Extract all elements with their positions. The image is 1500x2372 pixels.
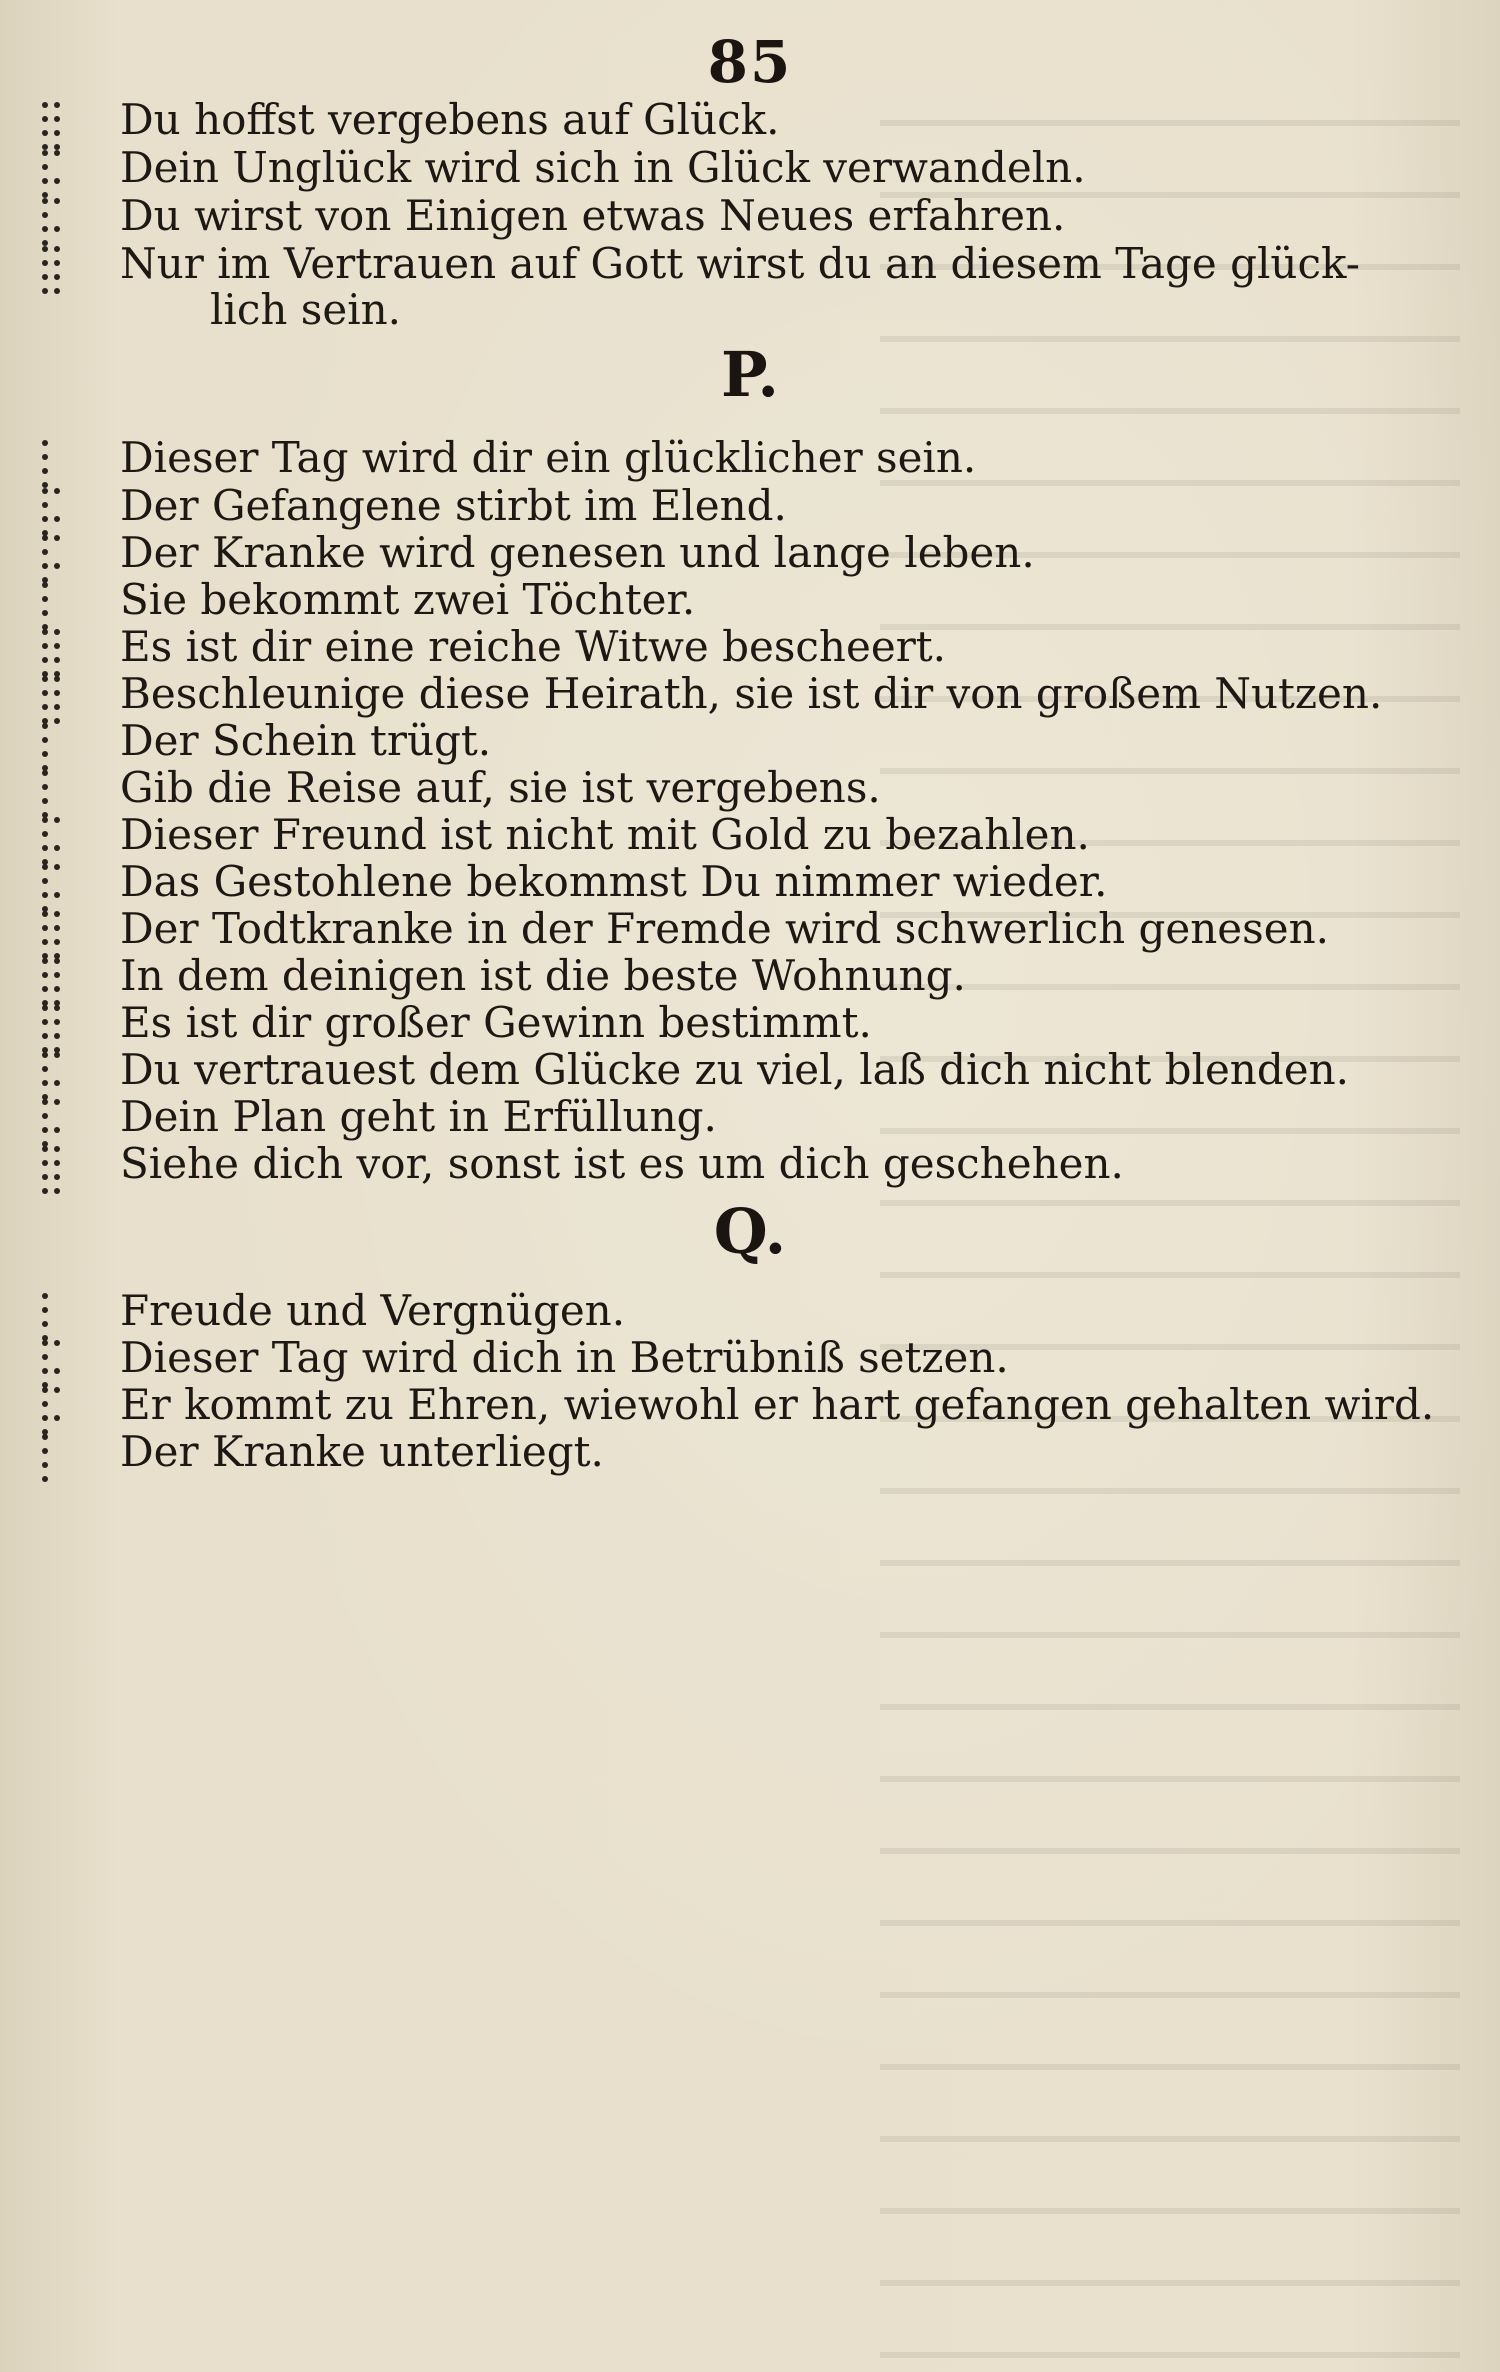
dot-mark: [54, 1052, 60, 1058]
dot-mark: [42, 516, 48, 522]
oracle-text: Beschleunige diese Heirath, sie ist dir von großem Nutzen.: [120, 669, 1383, 718]
dot-mark: [42, 1401, 48, 1407]
dot-mark: [54, 1174, 60, 1180]
oracle-text: Der Schein trügt.: [120, 716, 492, 765]
dot-mark: [42, 596, 48, 602]
dot-mark: [42, 1160, 48, 1166]
dot-mark: [42, 440, 48, 446]
dot-mark: [42, 1033, 48, 1039]
dot-mark: [42, 260, 48, 266]
dot-mark: [54, 116, 60, 122]
dot-mark: [54, 986, 60, 992]
dot-mark: [42, 1387, 48, 1393]
oracle-text: Dieser Freund ist nicht mit Gold zu bezahlen.: [120, 810, 1090, 859]
dot-mark: [42, 657, 48, 663]
dot-mark: [42, 164, 48, 170]
dot-mark: [54, 629, 60, 635]
dot-mark: [42, 454, 48, 460]
oracle-text: Freude und Vergnügen.: [120, 1286, 626, 1335]
dot-mark: [42, 274, 48, 280]
dot-mark: [54, 925, 60, 931]
dot-mark: [42, 704, 48, 710]
dot-mark: [42, 1307, 48, 1313]
dot-mark: [42, 1146, 48, 1152]
dot-mark: [42, 246, 48, 252]
oracle-text: Dieser Tag wird dir ein glücklicher sein.: [120, 433, 977, 482]
dot-mark: [42, 986, 48, 992]
dot-mark: [54, 150, 60, 156]
dot-mark: [54, 130, 60, 136]
dot-mark: [42, 911, 48, 917]
dot-mark: [42, 864, 48, 870]
dot-mark: [42, 1434, 48, 1440]
dot-mark: [42, 1005, 48, 1011]
dot-mark: [54, 288, 60, 294]
page-number: 85: [707, 28, 793, 96]
dot-mark: [54, 178, 60, 184]
dot-mark: [54, 1033, 60, 1039]
dot-mark: [54, 1340, 60, 1346]
dot-mark: [42, 798, 48, 804]
dot-mark: [42, 845, 48, 851]
dot-mark: [54, 958, 60, 964]
oracle-text: Du hoffst vergebens auf Glück.: [120, 95, 780, 144]
oracle-text: Gib die Reise auf, sie ist vergebens.: [120, 763, 881, 812]
oracle-text: Siehe dich vor, sonst ist es um dich geschehen.: [120, 1139, 1124, 1188]
dot-mark: [54, 1146, 60, 1152]
oracle-text: Es ist dir eine reiche Witwe bescheert.: [120, 622, 946, 671]
dot-mark: [42, 831, 48, 837]
oracle-text: Nur im Vertrauen auf Gott wirst du an diesem Tage glück-: [120, 239, 1360, 288]
dot-mark: [42, 1113, 48, 1119]
dot-mark: [42, 737, 48, 743]
oracle-text: Der Gefangene stirbt im Elend.: [120, 481, 787, 530]
dot-mark: [42, 535, 48, 541]
dot-mark: [54, 676, 60, 682]
dot-mark: [42, 972, 48, 978]
dot-mark: [42, 1321, 48, 1327]
dot-mark: [42, 1127, 48, 1133]
dot-mark: [42, 150, 48, 156]
dot-mark: [42, 502, 48, 508]
dot-mark: [54, 972, 60, 978]
dot-mark: [42, 116, 48, 122]
dot-mark: [54, 246, 60, 252]
dot-mark: [42, 892, 48, 898]
dot-mark: [54, 488, 60, 494]
dot-mark: [54, 845, 60, 851]
oracle-text: Der Kranke unterliegt.: [120, 1427, 604, 1476]
oracle-entry: [0, 1424, 1500, 1494]
dot-mark: [42, 1174, 48, 1180]
dot-mark: [42, 549, 48, 555]
dot-mark: [54, 563, 60, 569]
dot-mark: [54, 535, 60, 541]
dot-mark: [54, 1099, 60, 1105]
section-heading: Q.: [713, 1195, 787, 1268]
dot-mark: [54, 226, 60, 232]
dot-mark: [54, 1005, 60, 1011]
dot-pattern-icon: [42, 246, 82, 294]
dot-mark: [42, 226, 48, 232]
dot-mark: [54, 690, 60, 696]
dot-mark: [42, 1368, 48, 1374]
dot-mark: [42, 1354, 48, 1360]
section-heading: P.: [721, 338, 779, 411]
dot-mark: [42, 1080, 48, 1086]
dot-mark: [42, 878, 48, 884]
dot-mark: [54, 516, 60, 522]
dot-mark: [54, 817, 60, 823]
dot-mark: [42, 1293, 48, 1299]
dot-mark: [54, 1080, 60, 1086]
dot-mark: [42, 958, 48, 964]
dot-mark: [54, 643, 60, 649]
dot-mark: [42, 563, 48, 569]
dot-mark: [42, 1415, 48, 1421]
dot-mark: [42, 939, 48, 945]
dot-mark: [54, 102, 60, 108]
dot-mark: [54, 260, 60, 266]
oracle-text: In dem deinigen ist die beste Wohnung.: [120, 951, 966, 1000]
dot-mark: [42, 817, 48, 823]
dot-mark: [42, 1052, 48, 1058]
dot-mark: [54, 1127, 60, 1133]
dot-mark: [42, 488, 48, 494]
dot-mark: [42, 198, 48, 204]
oracle-text: Es ist dir großer Gewinn bestimmt.: [120, 998, 872, 1047]
dot-mark: [54, 1415, 60, 1421]
dot-mark: [42, 102, 48, 108]
dot-mark: [42, 690, 48, 696]
dot-mark: [42, 1340, 48, 1346]
dot-mark: [42, 1448, 48, 1454]
dot-mark: [54, 198, 60, 204]
dot-mark: [42, 676, 48, 682]
oracle-text: Dein Plan geht in Erfüllung.: [120, 1092, 717, 1141]
dot-mark: [42, 723, 48, 729]
dot-mark: [42, 1066, 48, 1072]
dot-mark: [42, 629, 48, 635]
dot-mark: [42, 1462, 48, 1468]
dot-mark: [42, 582, 48, 588]
dot-mark: [54, 939, 60, 945]
oracle-text: Du wirst von Einigen etwas Neues erfahren.: [120, 191, 1066, 240]
dot-mark: [42, 925, 48, 931]
dot-mark: [54, 1019, 60, 1025]
dot-mark: [54, 911, 60, 917]
dot-mark: [42, 1099, 48, 1105]
dot-mark: [42, 770, 48, 776]
dot-mark: [54, 704, 60, 710]
dot-mark: [42, 212, 48, 218]
dot-mark: [42, 784, 48, 790]
oracle-text: Der Kranke wird genesen und lange leben.: [120, 528, 1035, 577]
dot-mark: [42, 288, 48, 294]
oracle-text: Sie bekommt zwei Töchter.: [120, 575, 696, 624]
dot-mark: [54, 864, 60, 870]
dot-pattern-icon: [42, 1146, 82, 1194]
dot-mark: [42, 643, 48, 649]
dot-mark: [42, 1188, 48, 1194]
dot-mark: [42, 1476, 48, 1482]
dot-mark: [54, 1368, 60, 1374]
dot-mark: [54, 274, 60, 280]
dot-mark: [42, 468, 48, 474]
oracle-text: Er kommt zu Ehren, wiewohl er hart gefangen gehalten wird.: [120, 1380, 1435, 1429]
dot-mark: [54, 1387, 60, 1393]
dot-mark: [42, 1019, 48, 1025]
dot-mark: [42, 610, 48, 616]
oracle-text: Du vertrauest dem Glücke zu viel, laß dich nicht blenden.: [120, 1045, 1349, 1094]
dot-pattern-icon: [42, 1434, 82, 1482]
oracle-text: Dieser Tag wird dich in Betrübniß setzen.: [120, 1333, 1009, 1382]
dot-mark: [54, 1188, 60, 1194]
oracle-text: Der Todtkranke in der Fremde wird schwerlich genesen.: [120, 904, 1329, 953]
dot-mark: [54, 892, 60, 898]
oracle-text: Das Gestohlene bekommst Du nimmer wieder.: [120, 857, 1108, 906]
dot-mark: [42, 751, 48, 757]
dot-mark: [54, 657, 60, 663]
oracle-text-continuation: lich sein.: [210, 285, 402, 334]
dot-mark: [54, 1160, 60, 1166]
dot-mark: [42, 178, 48, 184]
oracle-text: Dein Unglück wird sich in Glück verwandeln.: [120, 143, 1086, 192]
dot-mark: [42, 130, 48, 136]
